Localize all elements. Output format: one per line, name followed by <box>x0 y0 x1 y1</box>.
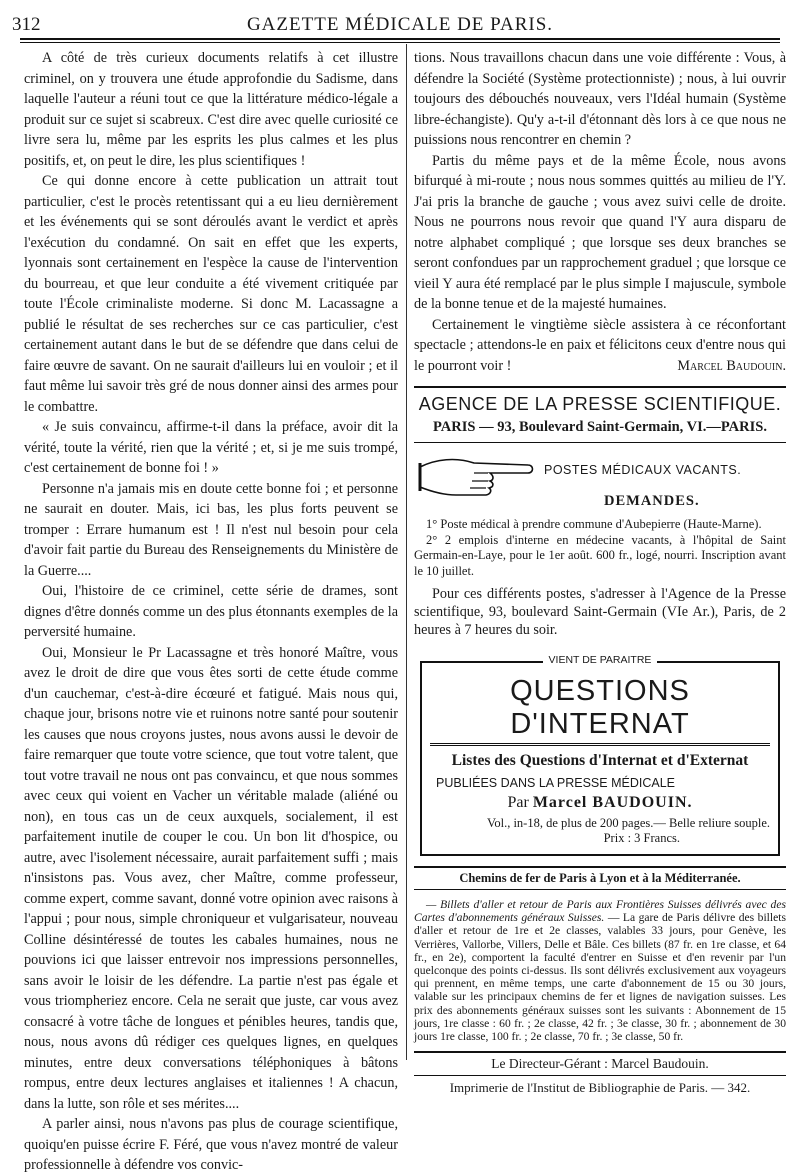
railway-notice <box>414 898 786 1043</box>
job-item: 1° Poste médical à prendre commune d'Aubepierre (Haute-Marne). <box>426 517 762 531</box>
left-paragraph: Ce qui donne encore à cette publication un attrait tout particulier, c'est le procès retentissant qui a eu lieu dernièrement et les événements qui se sont déroulés avant le verdict et après l'exécution du condamné. On sait en effet que les experts, lyonnais sont certainement en l'espèce la cause de l'intervention du bourreau, et que leur conduite a été vivement critiquée par toute l'École criminaliste moderne. Si donc M. Lacassagne a publié le résultat de ses recherches sur ce cas particulier, c'est certainement autant dans le but de se défendre que dans celui de faire œuvre de savant. On ne saurait d'ailleurs lui en vouloir ; et il faut même lui savoir très gré de nous donner ainsi des armes pour le combattre. <box>24 173 398 415</box>
left-paragraph: Oui, l'histoire de ce criminel, cette série de drames, sont dignes d'être donnés comme un des plus étonnants exemples de la perversité humaine. <box>24 583 398 640</box>
page-number: 312 <box>12 14 41 35</box>
postes-heading: POSTES MÉDICAUX VACANTS. <box>544 463 742 477</box>
right-paragraph: tions. Nous travaillons chacun dans une voie différente : Vous, à défendre la Société (Système protectionniste) ; nous, à lui ouvrir toujours des débouchés nouveaux, vers l'Idéal humain (Système libre-échangiste). Qu'y a-t-il d'étonnant dès lors à ce que nous ne puissions nous rencontrer en chemin ? <box>414 50 786 148</box>
left-paragraph: Personne n'a jamais mis en doute cette bonne foi ; et personne ne saurait en douter. Mais, ici bas, les plus forts peuvent se tromper : Errare humanum est ! Il n'est nul besoin pour cela d'avoir fait partie du Bureau des Renseignements du Ministère de la Guerre.... <box>24 480 398 579</box>
left-column <box>24 48 398 1173</box>
right-paragraph: Partis du même pays et de la même École, nous avons bifurqué à mi-route ; nous nous sommes quittés au milieu de l'Y. J'ai pris la branche de gauche ; vous avez suivi celle de droite. Nous ne pourrons nous revoir que quand l'Y aura disparu de notre alphabet compliqué ; que lorsque ses deux branches se seront confondues par un rapprochement graduel ; que lorsque ce vieil Y aura été remplacé par le plus simple I majuscule, symbole de la bonne tenue et de la majesté humaines. <box>414 152 786 312</box>
page-header <box>0 0 800 44</box>
book-format: Vol., in-18, de plus de 200 pages.— Belle reliure souple. <box>486 816 770 830</box>
railway-title: Chemins de fer de Paris à Lyon et à la Méditerranée. <box>459 871 741 885</box>
railway-lead: — Billets d'aller et retour de Paris aux Frontières Suisses délivrés avec des Cartes d'abonnements généraux Suisses. <box>414 898 786 925</box>
book-publication-note: PUBLIÉES DANS LA PRESSE MÉDICALE <box>436 776 675 790</box>
job-item: 2° 2 emplois d'interne en médecine vacants, à l'hôpital de Saint Germain-en-Laye, pour le 1er août. 600 fr., logé, nourri. Inscription avant le 10 juillet. <box>414 532 786 578</box>
director-line: Le Directeur-Gérant : Marcel Baudouin. <box>491 1056 709 1072</box>
signature: Marcel Baudouin. <box>677 357 786 374</box>
demandes-heading: DEMANDES. <box>604 493 700 509</box>
pointing-hand-icon <box>416 449 536 501</box>
left-paragraph: A côté de très curieux documents relatifs à cet illustre criminel, on y trouvera une étude approfondie du Sadisme, dans laquelle l'auteur a réuni tout ce que la littérature médico-légale a produit sur ce sujet si scabreux. C'est dire avec quelle curiosité ce livre sera lu, même par les esprits les plus calmes et les plus positifs, et, on peut le dire, les plus scientifiques ! <box>24 50 398 169</box>
agency-title: AGENCE DE LA PRESSE SCIENTIFIQUE. <box>414 386 786 415</box>
railway-rule-thin <box>414 889 786 890</box>
imprint-line: Imprimerie de l'Institut de Bibliographie de Paris. — 342. <box>449 1080 751 1096</box>
book-subtitle: Listes des Questions d'Internat et d'Externat <box>451 752 749 769</box>
book-advertisement <box>420 654 780 856</box>
right-paragraph: Certainement le vingtième siècle assistera à ce réconfortant spectacle ; attendons-le en paix et félicitons ceux d'entre nous qui le pourront voir ! Marcel Baudouin. <box>414 315 786 377</box>
railway-body: — La gare de Paris délivre des billets d'aller et retour de 1re et 2e classes, valables 33 jours, pour Genève, les Verrières, Vallorbe, Villers, Delle et Bâle. Ces billets (87 fr. en 1re classe, et 64 fr., en 2e), comportent la faculté d'entrer en Suisse et d'en revenir par l'un quelconque des points ci-dessus. Ils sont délivrés exclusivement aux voyageurs qui prennent, en même temps, une carte d'abonnement de 15 ou 30 jours, valable sur les principaux chemins de fer et lignes de navigation suisses. Les prix des abonnements généraux suisses sont les suivants : Abonnement de 15 jours, 1re classe : 60 fr. ; 2e classe, 42 fr. ; 3e classe, 30 fr. ; abonnement de 30 jours 1re classe, 100 fr. ; 2e classe, 70 fr. ; 3e classe, 50 fr. <box>414 911 786 1044</box>
left-paragraph: Oui, Monsieur le Pr Lacassagne et très honoré Maître, vous avez le droit de dire que vous êtes sorti de cette étude comme d'un cauchemar, c'est-à-dire écœuré et fatigué. Mais nous qui, chaque jour, brisons notre vie et ruinons notre santé pour soutenir les causes que nous croyons justes, nous avons aussi le devoir de faire remarquer que toute votre science, que tout votre talent, que tout votre travail ne nous ont pas convaincu, et que nous sommes avec ceux qui voient en Vacher un véritable malade (aliéné ou non), en tous cas un de ceux auxquels, socialement, il est parfaitement inutile de couper le cou. Un bon lit d'hospice, ou autre, avec l'isolement nécessaire, aurait parfaitement suffi ; mais n'insistons pas. Vous avez, cher Maître, comme professeur, comme expert, comme savant, donné votre opinion avec raisons à l'appui ; pour nous, simple chroniqueur et vulgarisateur, nouveau Colline désintéressé de toutes les cabales humaines, nous ne pouvions ici que laisser entrevoir nos impressions personnelles, sans avoir le loisir de les défendre. La partie n'est pas égale et vous triompheriez encore. Cela ne serait que juste, car vous avez consacré à votre tâche de longues et pénibles heures, tandis que, nous, nous avons dû rédiger ces quelques lignes, en quelques minutes, entre deux conversations téléphoniques à bâtons rompus, entre deux lectures anglaises et italiennes ! A chacun, dans la lutte, son rôle et ses mérites.... <box>24 644 398 1112</box>
left-paragraph: « Je suis convaincu, affirme-t-il dans la préface, avoir dit la vérité, toute la vérité, rien que la vérité ; et, si je me suis trompé, c'est certainement de bonne foi ! » <box>24 419 398 476</box>
agency-address: PARIS — 93, Boulevard Saint-Germain, VI.—PARIS. <box>414 419 786 443</box>
job-list <box>414 517 786 579</box>
book-title: QUESTIONS D'INTERNAT <box>430 675 770 746</box>
right-article <box>414 48 786 376</box>
jobs-header <box>414 443 786 511</box>
agency-contact: Pour ces différents postes, s'adresser à l'Agence de la Presse scientifique, 93, boulevard Saint-Germain (VIe Ar.), Paris, de 2 heures à 7 heures du soir. <box>414 586 786 638</box>
left-paragraph: A parler ainsi, nous n'avons pas plus de courage scientifique, quoiqu'en puisse écrire F. Féré, que vous n'avez montré de valeur professionnelle à défendre vos convic- <box>24 1116 398 1173</box>
header-rule <box>20 38 780 40</box>
new-release-label: VIENT DE PARAITRE <box>543 654 658 666</box>
journal-title: GAZETTE MÉDICALE DE PARIS. <box>246 14 554 35</box>
book-author-line: Par Marcel BAUDOUIN. <box>507 794 693 811</box>
book-author: Marcel BAUDOUIN. <box>532 794 693 811</box>
book-price: Prix : 3 Francs. <box>603 831 680 845</box>
right-column <box>414 48 786 1096</box>
header-rule-thin <box>20 42 780 43</box>
column-separator <box>406 44 407 1060</box>
